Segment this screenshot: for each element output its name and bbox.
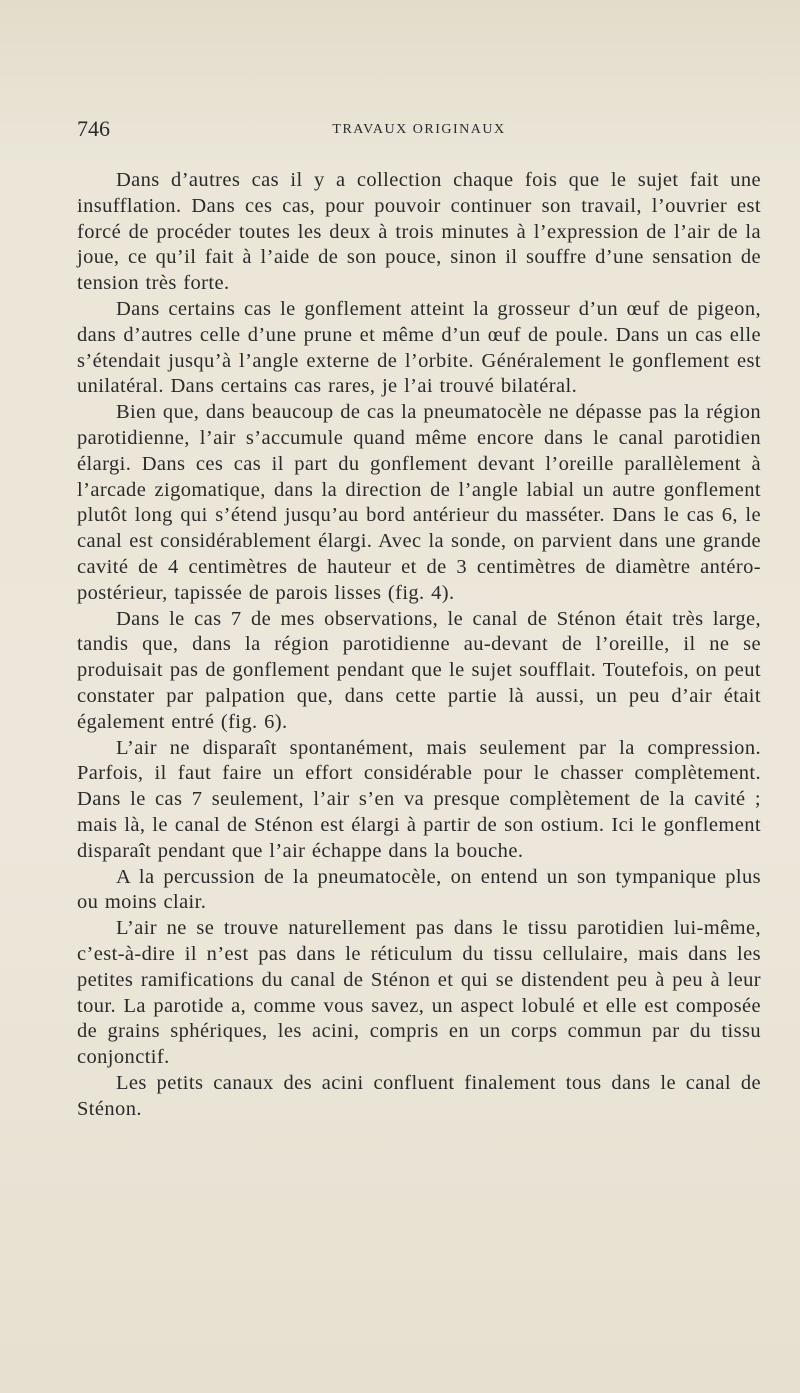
paragraph: A la percussion de la pneumatocèle, on entend un son tympanique plus ou moins clair. xyxy=(77,865,761,914)
page-header xyxy=(77,116,761,146)
paragraph: Dans d’autres cas il y a collection chaque fois que le sujet fait une insufflation. Dans ces cas, pour pouvoir continuer son travail, l’ouvrier est forcé de procéder toutes les deux à trois minutes à l’expression de l’air de la joue, ce qu’il fait à l’aide de son pouce, sinon il souffre d’une sensation de tension très forte. xyxy=(77,169,761,295)
paragraph: L’air ne disparaît spontanément, mais seulement par la compression. Parfois, il faut faire un effort considérable pour le chasser complètement. Dans le cas 7 seulement, l’air s’en va presque complètement de la cavité ; mais là, le canal de Sténon est élargi à partir de son ostium. Ici le gonflement disparaît pendant que l’air échappe dans la bouche. xyxy=(77,736,761,862)
paragraph: L’air ne se trouve naturellement pas dans le tissu parotidien lui-même, c’est-à-dire il n’est pas dans le réticulum du tissu cellulaire, mais dans les petites ramifications du canal de Sténon et qui se distendent peu à peu à leur tour. La parotide a, comme vous savez, un aspect lobulé et elle est composée de grains sphériques, les acini, compris en un corps commun par du tissu conjonctif. xyxy=(77,917,761,1069)
paragraph: Dans certains cas le gonflement atteint la grosseur d’un œuf de pigeon, dans d’autres celle d’une prune et même d’un œuf de poule. Dans un cas elle s’étendait jusqu’à l’angle externe de l’orbite. Généralement le gonflement est unilatéral. Dans certains cas rares, je l’ai trouvé bilatéral. xyxy=(77,297,761,398)
page-number: 746 xyxy=(77,116,110,141)
paragraph: Dans le cas 7 de mes observations, le canal de Sténon était très large, tandis que, dans la région parotidienne au-devant de l’oreille, il ne se produisait pas de gonflement pendant que le sujet soufflait. Toutefois, on peut constater par palpation que, dans cette partie là aussi, un peu d’air était également entré (fig. 6). xyxy=(77,607,761,733)
body-text xyxy=(77,168,761,1122)
running-title: TRAVAUX ORIGINAUX xyxy=(332,122,506,137)
paragraph: Les petits canaux des acini confluent finalement tous dans le canal de Sténon. xyxy=(77,1071,761,1120)
paragraph: Bien que, dans beaucoup de cas la pneumatocèle ne dépasse pas la région parotidienne, l’air s’accumule quand même encore dans le canal parotidien élargi. Dans ces cas il part du gonflement devant l’oreille parallèlement à l’arcade zigomatique, dans la direction de l’angle labial un autre gonflement plutôt long qui s’étend jusqu’au bord antérieur du masséter. Dans le cas 6, le canal est considérablement élargi. Avec la sonde, on parvient dans une grande cavité de 4 centimètres de hauteur et de 3 centimètres de diamètre antéro-postérieur, tapissée de parois lisses (fig. 4). xyxy=(77,401,761,604)
